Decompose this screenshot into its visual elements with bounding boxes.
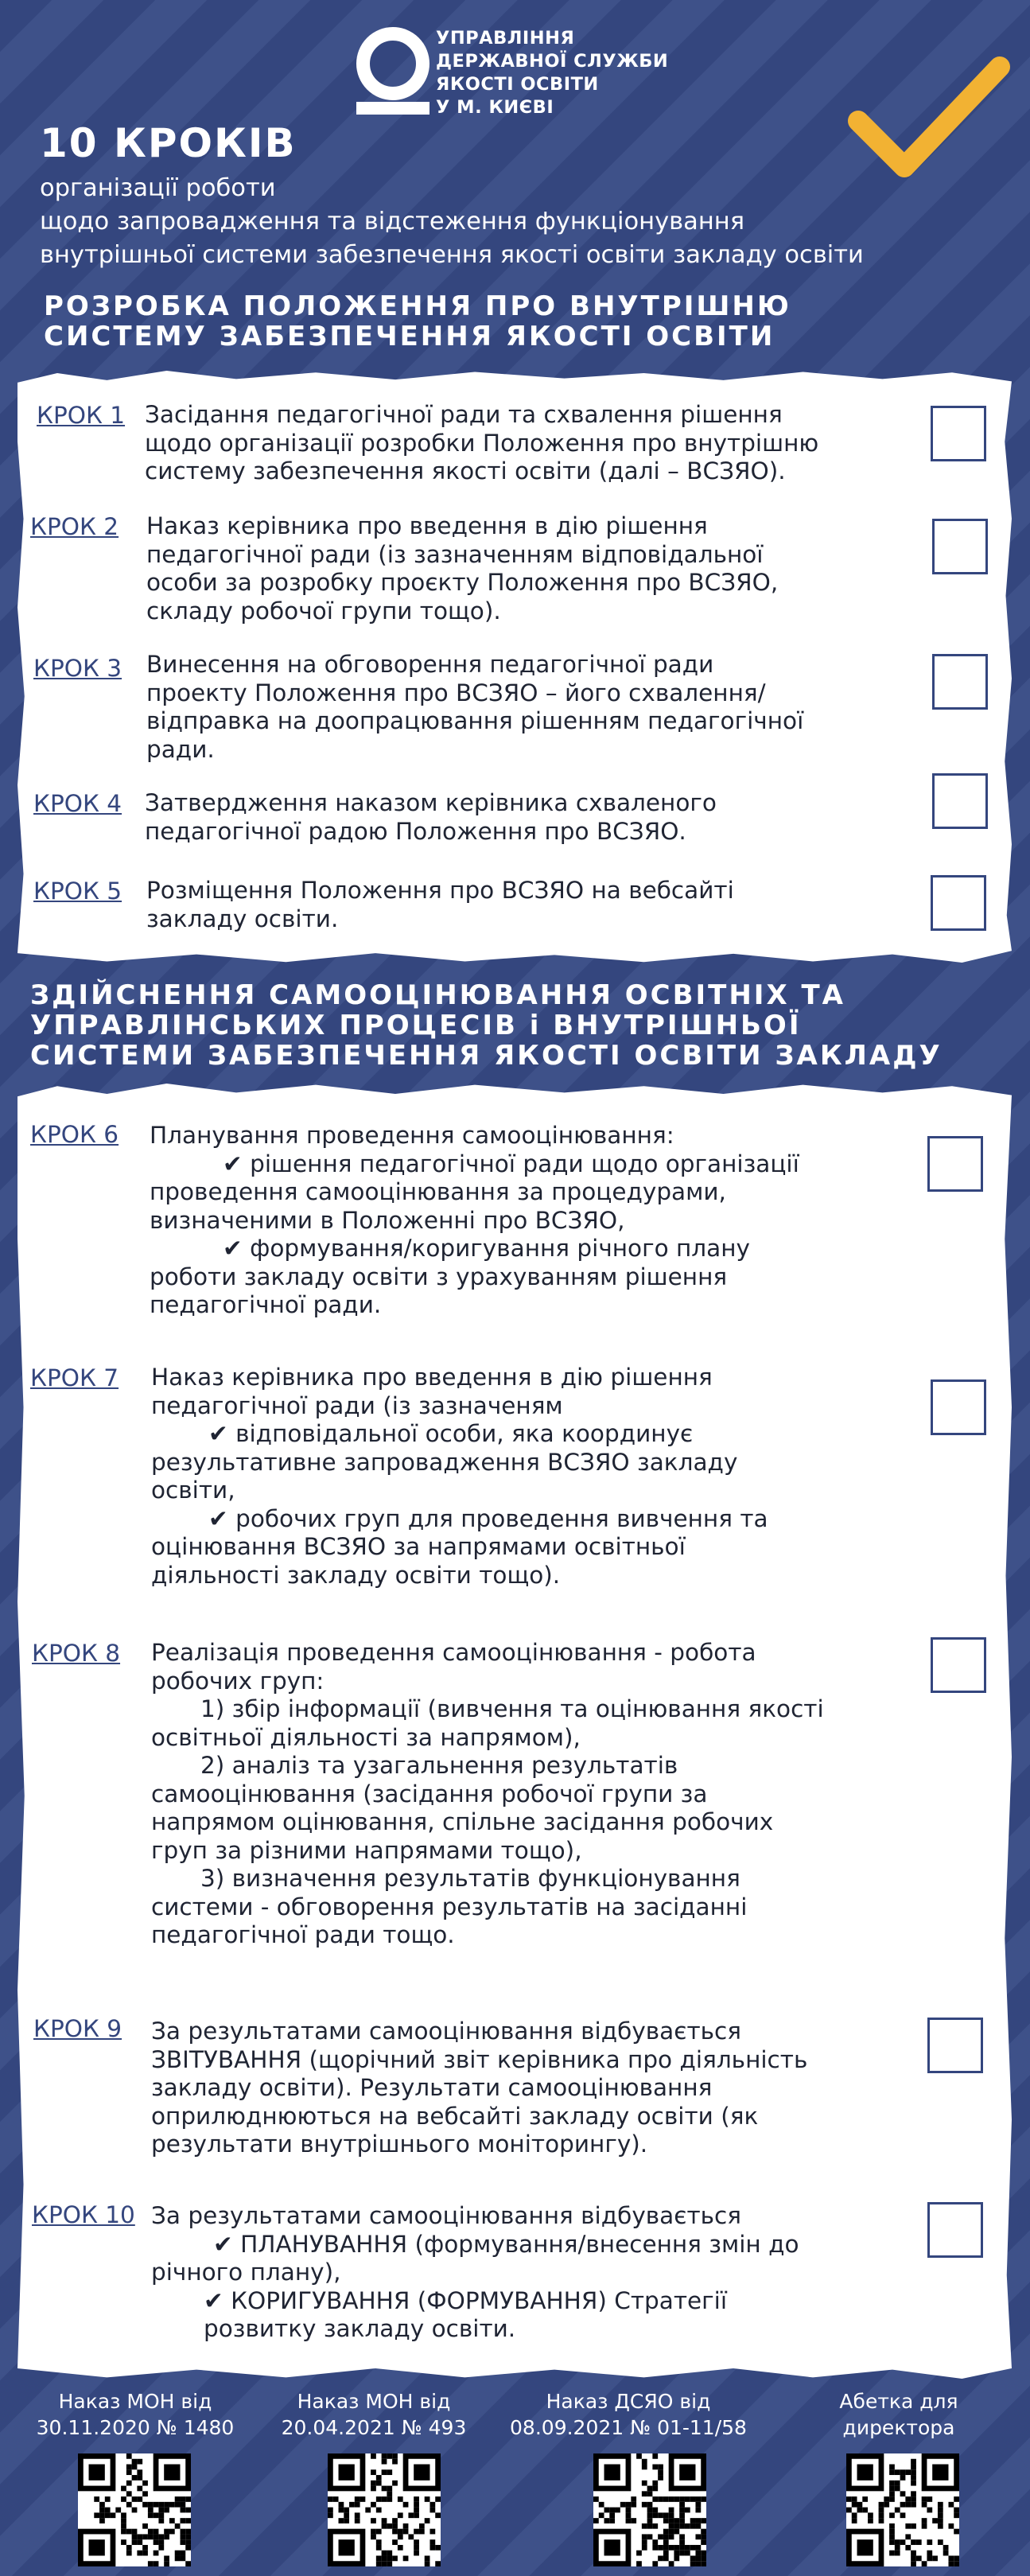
- step-line: результативне запровадження ВСЗЯО закладу: [151, 1448, 738, 1476]
- step-line: Реалізація проведення самооцінювання - робота: [151, 1639, 756, 1666]
- subtitle-line: організації роботи: [40, 174, 276, 202]
- step-line: 1) збір інформації (вивчення та оцінювання якості: [200, 1695, 824, 1722]
- checkmark-icon: [847, 48, 1014, 187]
- step-line: оцінювання ВСЗЯО за напрямами освітньої: [151, 1533, 686, 1560]
- step-line: педагогічної радою Положення про ВСЗЯО.: [145, 817, 686, 845]
- step-line: 2) аналіз та узагальнення результатів: [200, 1752, 678, 1779]
- heading-line: СИСТЕМУ ЗАБЕЗПЕЧЕННЯ ЯКОСТІ ОСВІТИ: [44, 321, 775, 352]
- step-line: ✔ рішення педагогічної ради щодо організації: [223, 1150, 799, 1177]
- step-text: [146, 651, 908, 764]
- step-line: проведення самооцінювання за процедурами,: [150, 1178, 726, 1205]
- logo-bar-icon: [356, 102, 429, 115]
- step-line: Наказ керівника про введення в дію рішення: [151, 1364, 713, 1391]
- step-line: складу робочої групи тощо).: [146, 597, 501, 625]
- step-label: КРОК 6: [30, 1121, 119, 1148]
- step-line: ✔ відповідальної особи, яка координує: [208, 1420, 694, 1447]
- footer-doc-line: Наказ МОН від: [58, 2390, 212, 2413]
- step-line: оприлюднюються на вебсайті закладу освіти (як: [151, 2102, 759, 2130]
- step-line: розвитку закладу освіти.: [204, 2315, 516, 2342]
- logo-line: У М. КИЄВІ: [436, 97, 554, 118]
- logo-line: УПРАВЛІННЯ: [436, 28, 575, 49]
- step-line: 3) визначення результатів функціонування: [200, 1865, 740, 1892]
- step-checkbox[interactable]: [932, 654, 988, 710]
- step-line: ради.: [146, 735, 215, 763]
- logo-ring-icon: [356, 27, 429, 100]
- step-text: [151, 1364, 915, 1590]
- step-checkbox[interactable]: [927, 2018, 983, 2073]
- step-line: закладу освіти). Результати самооцінювання: [151, 2074, 713, 2101]
- step-line: діяльності закладу освіти тощо).: [151, 1561, 561, 1589]
- step-label: КРОК 4: [33, 790, 122, 817]
- heading-line: СИСТЕМИ ЗАБЕЗПЕЧЕННЯ ЯКОСТІ ОСВІТИ ЗАКЛАДУ: [30, 1040, 943, 1072]
- step-text: [145, 401, 920, 486]
- step-line: річного плану),: [151, 2259, 341, 2286]
- step-line: закладу освіти.: [146, 905, 339, 932]
- step-line: проекту Положення про ВСЗЯО – його схвалення/: [146, 679, 766, 706]
- step-line: освіти,: [151, 1477, 235, 1504]
- footer-doc-label: [24, 2388, 247, 2441]
- step-line: системи - обговорення результатів на засіданні: [151, 1893, 748, 1920]
- step-label: КРОК 2: [30, 513, 119, 540]
- step-label: КРОК 10: [32, 2201, 135, 2228]
- logo-text: [436, 27, 668, 119]
- step-line: ✔ робочих груп для проведення вивчення та: [208, 1504, 768, 1532]
- step-label: КРОК 5: [33, 877, 122, 905]
- step-checkbox[interactable]: [932, 519, 988, 574]
- step-checkbox[interactable]: [927, 1136, 983, 1192]
- page-subtitle: [40, 172, 864, 272]
- section1-heading: [44, 291, 791, 352]
- footer-doc-label: [795, 2388, 1002, 2441]
- step-text: [151, 1639, 915, 1950]
- logo-line: ДЕРЖАВНОЇ СЛУЖБИ: [436, 51, 669, 72]
- heading-line: ЗДІЙСНЕННЯ САМООЦІНЮВАННЯ ОСВІТНІХ ТА: [30, 979, 845, 1011]
- qr-code-icon[interactable]: [593, 2453, 706, 2566]
- step-label: КРОК 3: [33, 655, 122, 682]
- footer-doc-label: [262, 2388, 485, 2441]
- step-line: Винесення на обговорення педагогічної ради: [146, 651, 714, 678]
- footer-doc-line: директора: [842, 2416, 955, 2439]
- step-line: За результатами самооцінювання відбувається: [151, 2202, 741, 2229]
- section2-heading: [30, 980, 943, 1071]
- step-line: ✔ КОРИГУВАННЯ (ФОРМУВАННЯ) Стратегії: [204, 2286, 728, 2314]
- step-label: КРОК 8: [32, 1640, 121, 1667]
- step-checkbox[interactable]: [931, 875, 986, 931]
- step-line: визначеними в Положенні про ВСЗЯО,: [150, 1206, 625, 1234]
- footer-doc-label: [509, 2388, 748, 2441]
- step-line: педагогічної ради тощо.: [151, 1921, 455, 1948]
- step-text: [146, 512, 922, 625]
- step-label: КРОК 1: [37, 402, 126, 429]
- step-text: [145, 789, 920, 846]
- qr-code-icon[interactable]: [78, 2453, 191, 2566]
- step-checkbox[interactable]: [931, 1379, 986, 1435]
- step-checkbox[interactable]: [927, 2202, 983, 2258]
- step-line: освітньої діяльності за напрямом),: [151, 1723, 581, 1751]
- step-line: роботи закладу освіти з урахуванням рішення: [150, 1263, 728, 1290]
- step-text: [151, 2202, 915, 2344]
- footer-doc-line: 08.09.2021 № 01-11/58: [510, 2416, 747, 2439]
- footer-doc-line: Наказ МОН від: [297, 2390, 451, 2413]
- qr-code-icon[interactable]: [846, 2453, 959, 2566]
- step-line: педагогічної ради.: [150, 1291, 382, 1318]
- step-line: робочих груп:: [151, 1667, 325, 1695]
- step-text: [150, 1122, 913, 1320]
- step-text: [146, 877, 922, 933]
- step-line: відправка на доопрацювання рішенням педагогічної: [146, 707, 804, 734]
- footer-doc-line: Наказ ДСЯО від: [546, 2390, 711, 2413]
- subtitle-line: внутрішньої системи забезпечення якості освіти закладу освіти: [40, 241, 864, 269]
- step-checkbox[interactable]: [931, 1637, 986, 1693]
- heading-line: УПРАВЛІНСЬКИХ ПРОЦЕСІВ і ВНУТРІШНЬОЇ: [30, 1010, 802, 1041]
- step-line: груп за різними напрямами тощо),: [151, 1836, 582, 1864]
- step-line: Планування проведення самооцінювання:: [150, 1122, 674, 1149]
- logo-line: ЯКОСТІ ОСВІТИ: [436, 74, 599, 95]
- step-line: ЗВІТУВАННЯ (щорічний звіт керівника про діяльність: [151, 2045, 808, 2073]
- step-line: Затвердження наказом керівника схваленого: [145, 789, 717, 816]
- subtitle-line: щодо запровадження та відстеження функціонування: [40, 208, 745, 235]
- step-line: педагогічної ради (із зазначеням: [151, 1391, 563, 1419]
- step-line: щодо організації розробки Положення про внутрішню: [145, 429, 819, 457]
- heading-line: РОЗРОБКА ПОЛОЖЕННЯ ПРО ВНУТРІШНЮ: [44, 290, 791, 322]
- step-checkbox[interactable]: [931, 406, 986, 461]
- footer-doc-line: 30.11.2020 № 1480: [36, 2416, 235, 2439]
- step-line: Наказ керівника про введення в дію рішення: [146, 512, 708, 539]
- step-line: Розміщення Положення про ВСЗЯО на вебсайті: [146, 877, 734, 904]
- step-label: КРОК 7: [30, 1364, 119, 1391]
- step-line: Засідання педагогічної ради та схвалення рішення: [145, 401, 783, 428]
- step-text: [151, 2018, 915, 2159]
- footer-doc-line: 20.04.2021 № 493: [281, 2416, 467, 2439]
- step-line: систему забезпечення якості освіти (далі – ВСЗЯО).: [145, 457, 786, 484]
- step-line: напрямом оцінювання, спільне засідання робочих: [151, 1808, 774, 1835]
- step-line: педагогічної ради (із зазначенням відповідальної: [146, 540, 764, 568]
- step-line: результати внутрішнього моніторингу).: [151, 2130, 648, 2158]
- step-label: КРОК 9: [33, 2015, 122, 2042]
- page-title: 10 КРОКІВ: [40, 120, 297, 166]
- step-line: ✔ ПЛАНУВАННЯ (формування/внесення змін до: [213, 2230, 799, 2258]
- step-line: ✔ формування/коригування річного плану: [223, 1235, 750, 1262]
- step-line: особи за розробку проєкту Положення про ВСЗЯО,: [146, 569, 779, 596]
- step-checkbox[interactable]: [932, 773, 988, 829]
- step-line: самооцінювання (засідання робочої групи за: [151, 1780, 708, 1807]
- step-line: За результатами самооцінювання відбувається: [151, 2018, 741, 2045]
- footer-doc-line: Абетка для: [839, 2390, 958, 2413]
- qr-code-icon[interactable]: [328, 2453, 441, 2566]
